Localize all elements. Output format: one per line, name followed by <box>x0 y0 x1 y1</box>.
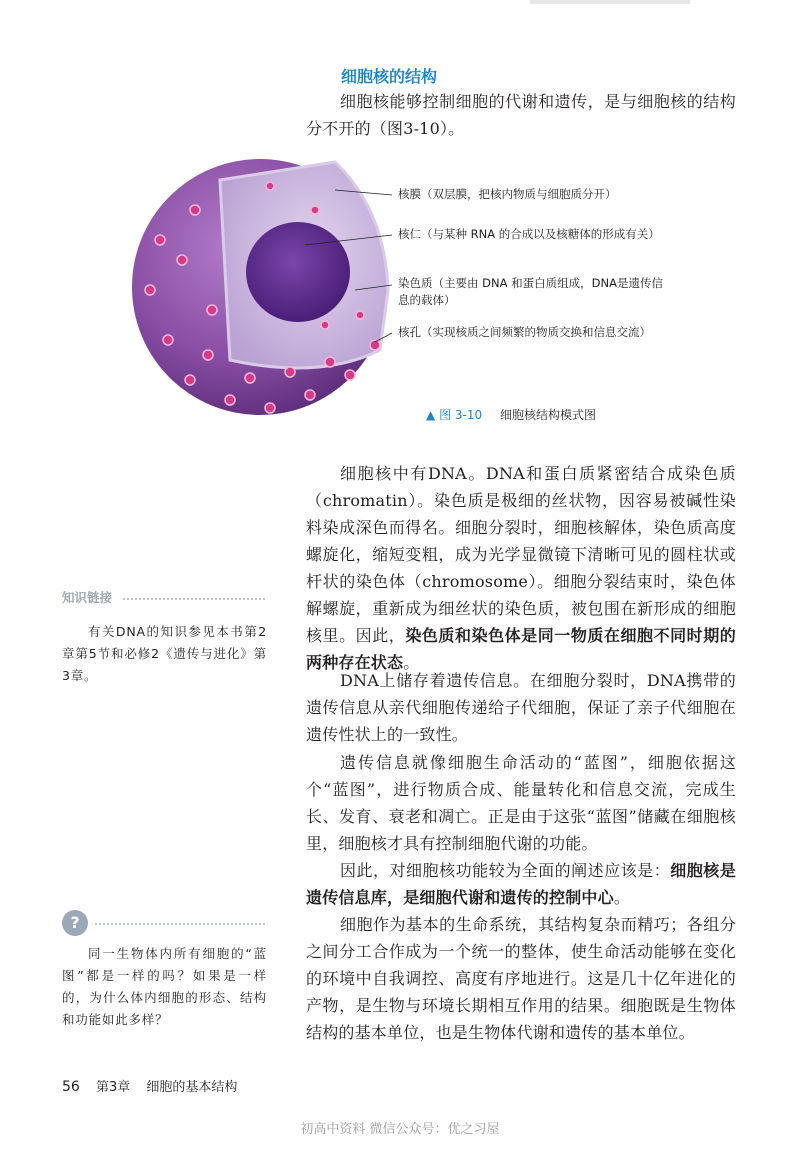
chapter-title: 细胞的基本结构 <box>146 1080 238 1095</box>
watermark: 初高中资料 微信公众号：优之习屋 <box>300 1122 500 1137</box>
knowledge-link-label: 知识链接 <box>62 590 113 605</box>
question-text: 同一生物体内所有细胞的“蓝图”都是一样的吗？如果是一样的，为什么体内细胞的形态、结构和功能如此多样？ <box>62 946 267 1027</box>
nucleolus-shape <box>246 222 350 322</box>
callout-chromatin: 染色质（主要由 DNA 和蛋白质组成，DNA是遗传信息的载体） <box>398 276 663 307</box>
question-header <box>62 910 267 936</box>
paragraph-blueprint: 遗传信息就像细胞生命活动的“蓝图”，细胞依据这个“蓝图”，进行物质合成、能量转化和信息交流，完成生长、发育、衰老和凋亡。正是由于这张“蓝图”储藏在细胞核里，细胞核才具有控制细胞代谢的功能。 <box>306 753 736 853</box>
caption-triangle-icon: ▲ <box>426 408 436 422</box>
p1-text: 细胞核中有DNA。DNA和蛋白质紧密结合成染色质（chromatin）。染色质是极细的丝状物，因容易被碱性染料染成深色而得名。细胞分裂时，细胞核解体，染色质高度螺旋化，缩短变粗，成为光学显微镜下清晰可见的圆柱状或杆状的染色体（chromosome）。细胞分裂结束时，染色体解螺旋，重新成为细丝状的染色质，被包围在新形成的细胞核里。因此， <box>306 464 736 645</box>
page-footer <box>62 1076 237 1095</box>
p4-text: 因此，对细胞核功能较为全面的阐述应该是： <box>340 861 671 880</box>
section-title: 细胞核的结构 <box>341 67 438 86</box>
question-icon: ? <box>62 910 88 936</box>
page-number: 56 <box>62 1079 80 1095</box>
caption-number: 图 3-10 <box>439 408 483 422</box>
figure-nucleus <box>120 150 680 440</box>
paragraph-conclusion <box>306 857 736 911</box>
caption-text: 细胞核结构模式图 <box>499 408 596 422</box>
figure-caption <box>426 406 596 423</box>
p1-end: 。 <box>403 653 420 672</box>
intro-paragraph: 细胞核能够控制细胞的代谢和遗传，是与细胞核的结构分不开的（图3-10）。 <box>306 92 736 138</box>
paragraph-genetic-info: DNA上储存着遗传信息。在细胞分裂时，DNA携带的遗传信息从亲代细胞传递给子代细胞，保证了亲子代细胞在遗传性状上的一致性。 <box>306 671 736 744</box>
paragraph-dna-chromatin <box>306 460 736 676</box>
chapter-number: 第3章 <box>95 1080 131 1095</box>
knowledge-link-header <box>62 588 267 606</box>
paragraph-life-system: 细胞作为基本的生命系统，其结构复杂而精巧；各组分之间分工合作成为一个统一的整体，使生命活动能够在变化的环境中自我调控、高度有序地进行。这是几十亿年进化的产物，是生物与环境长期相互作用的结果。细胞既是生物体结构的基本单位，也是生物体代谢和遗传的基本单位。 <box>306 915 736 1042</box>
knowledge-link-text: 有关DNA的知识参见本书第2章第5节和必修2《遗传与进化》第3章。 <box>62 624 267 683</box>
dotted-divider <box>94 922 267 926</box>
callout-nuclear-envelope: 核膜（双层膜，把核内物质与细胞质分开） <box>398 187 617 201</box>
callout-nuclear-pore: 核孔（实现核质之间频繁的物质交换和信息交流） <box>398 325 651 339</box>
dotted-divider <box>122 597 267 601</box>
callout-nucleolus: 核仁（与某种 RNA 的合成以及核糖体的形成有关） <box>398 227 660 241</box>
top-edge-bar <box>530 0 690 4</box>
p4-bold: 细胞核是遗传信息库，是细胞代谢和遗传的控制中心 <box>306 861 736 907</box>
p4-end: 。 <box>613 888 631 907</box>
p1-bold: 染色质和染色体是同一物质在细胞不同时期的两种存在状态 <box>306 626 736 672</box>
